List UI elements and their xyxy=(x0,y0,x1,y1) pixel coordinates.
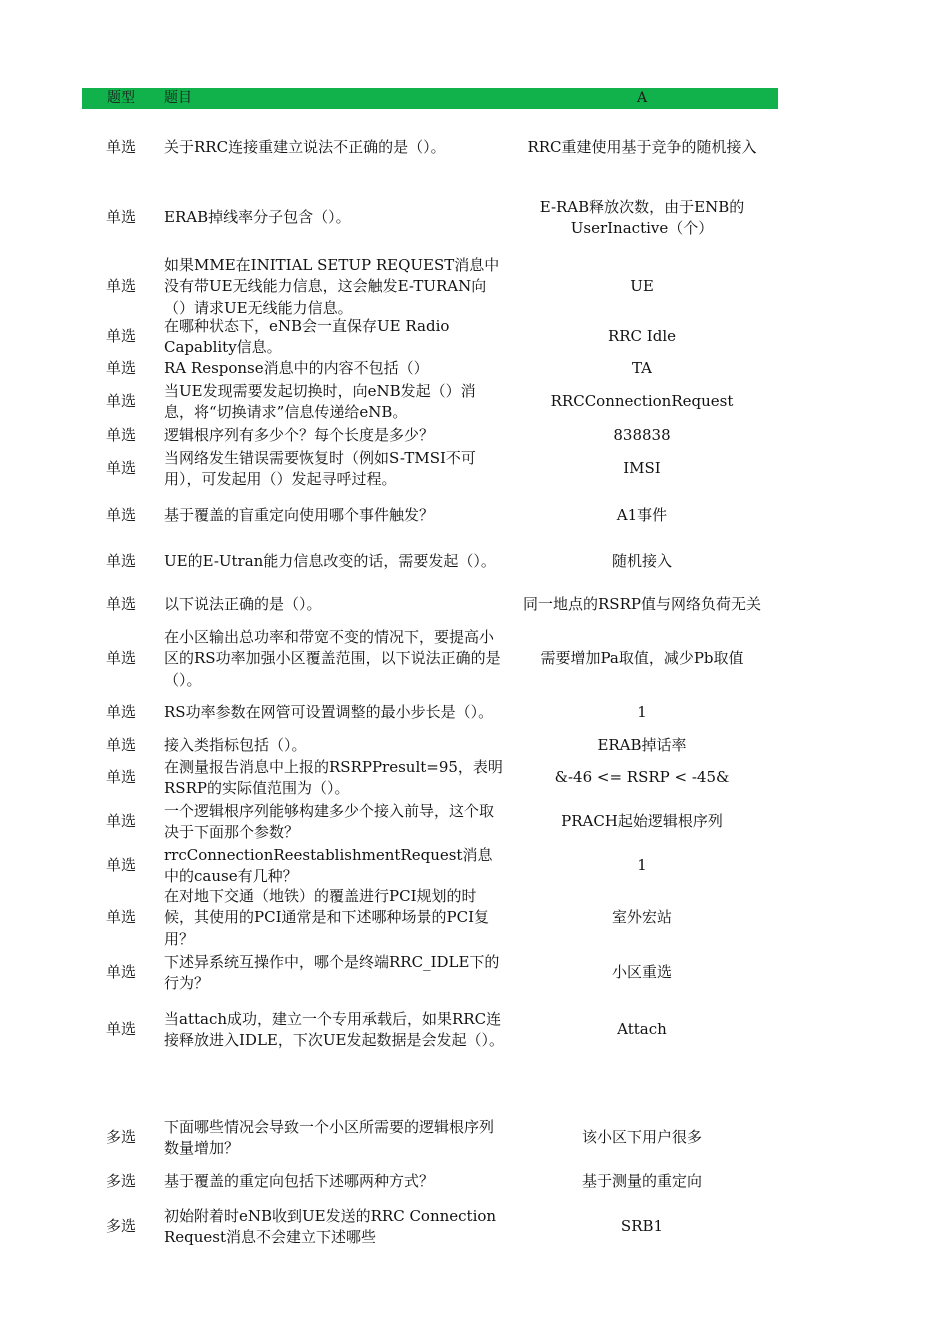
question-row xyxy=(82,382,778,422)
question-text xyxy=(164,1204,504,1250)
question-type: 单选 xyxy=(105,768,136,787)
question-text xyxy=(164,1170,504,1194)
option-a xyxy=(506,594,778,616)
header-option-a: A xyxy=(636,90,648,106)
option-a-value: ERAB掉话率 xyxy=(597,736,687,755)
question-row xyxy=(82,692,778,734)
option-a-value: A1事件 xyxy=(616,506,668,525)
option-a xyxy=(506,358,778,380)
question-row xyxy=(82,734,778,758)
option-a-value: E-RAB释放次数，由于ENB的UserInactive（个） xyxy=(539,197,745,237)
question-text xyxy=(164,950,504,996)
question-text-value: RA Response消息中的内容不包括（） xyxy=(164,359,429,378)
header-row xyxy=(82,88,778,109)
question-row xyxy=(82,628,778,690)
option-a xyxy=(506,692,778,734)
option-a xyxy=(506,448,778,490)
question-type: 单选 xyxy=(105,208,136,227)
question-type: 单选 xyxy=(105,552,136,571)
option-a xyxy=(506,196,778,240)
question-text xyxy=(164,504,504,528)
question-text-value: 接入类指标包括（）。 xyxy=(164,736,307,755)
question-row xyxy=(82,538,778,586)
option-a-value: TA xyxy=(631,359,653,378)
header-question: 题目 xyxy=(164,90,192,106)
question-type: 单选 xyxy=(105,908,136,927)
question-type: 单选 xyxy=(105,649,136,668)
question-text xyxy=(164,134,504,162)
question-row xyxy=(82,504,778,528)
question-text-value: 当网络发生错误需要恢复时（例如S-TMSI不可用），可发起用（）发起寻呼过程。 xyxy=(164,448,476,488)
question-type: 单选 xyxy=(105,138,136,157)
option-a-value: UE xyxy=(630,277,654,296)
question-text xyxy=(164,538,504,586)
question-text xyxy=(164,255,504,317)
question-text xyxy=(164,594,504,616)
option-a xyxy=(506,1204,778,1250)
option-a xyxy=(506,382,778,422)
option-a xyxy=(506,425,778,447)
question-text-value: 在测量报告消息中上报的RSRPPresult=95，表明RSRP的实际值范围为（）。 xyxy=(164,757,503,797)
question-type: 多选 xyxy=(105,1217,136,1236)
option-a-value: 同一地点的RSRP值与网络负荷无关 xyxy=(523,595,761,614)
question-text-value: 如果MME在INITIAL SETUP REQUEST消息中没有带UE无线能力信息，这会触发E-TURAN向（）请求UE无线能力信息。 xyxy=(164,255,500,317)
option-a-value: 基于测量的重定向 xyxy=(581,1172,702,1191)
question-text-value: 关于RRC连接重建立说法不正确的是（）。 xyxy=(164,138,446,157)
question-type: 单选 xyxy=(105,392,136,411)
option-a xyxy=(506,1000,778,1060)
question-text-value: 基于覆盖的盲重定向使用哪个事件触发？ xyxy=(164,506,435,525)
option-a-value: 1 xyxy=(637,856,647,875)
option-a xyxy=(506,134,778,162)
question-row xyxy=(82,358,778,380)
question-text xyxy=(164,734,504,758)
option-a xyxy=(506,538,778,586)
question-text-value: 下面哪些情况会导致一个小区所需要的逻辑根序列数量增加？ xyxy=(164,1117,495,1157)
question-type: 单选 xyxy=(105,963,136,982)
option-a-value: PRACH起始逻辑根序列 xyxy=(561,812,723,831)
question-text xyxy=(164,758,504,798)
option-a-value: 随机接入 xyxy=(611,552,672,571)
question-text-value: 以下说法正确的是（）。 xyxy=(164,595,322,614)
option-a-value: RRC重建使用基于竞争的随机接入 xyxy=(527,138,757,157)
question-row xyxy=(82,134,778,162)
question-type: 单选 xyxy=(105,359,136,378)
question-type: 单选 xyxy=(105,595,136,614)
option-a xyxy=(506,888,778,948)
header-type: 题型 xyxy=(107,90,135,106)
question-type: 单选 xyxy=(105,327,136,346)
question-type: 单选 xyxy=(105,812,136,831)
question-row xyxy=(82,800,778,844)
question-text-value: 初始附着时eNB收到UE发送的RRC Connection Request消息不会建立下述哪些 xyxy=(164,1206,497,1246)
question-text xyxy=(164,1000,504,1060)
question-text xyxy=(164,844,504,888)
question-text-value: rrcConnectionReestablishmentRequest消息中的cause有几种？ xyxy=(164,845,493,885)
question-type: 单选 xyxy=(105,1020,136,1039)
option-a-value: 该小区下用户很多 xyxy=(581,1128,702,1147)
option-a-value: &-46 <= RSRP < -45& xyxy=(554,768,730,787)
question-text xyxy=(164,358,504,380)
question-text xyxy=(164,692,504,734)
option-a-value: RRC Idle xyxy=(607,327,677,346)
question-type: 单选 xyxy=(105,736,136,755)
question-type: 单选 xyxy=(105,277,136,296)
option-a xyxy=(506,318,778,356)
question-type: 单选 xyxy=(105,426,136,445)
option-a xyxy=(506,800,778,844)
option-a-value: SRB1 xyxy=(620,1217,664,1236)
option-a xyxy=(506,758,778,798)
option-a-value: 小区重选 xyxy=(611,963,672,982)
question-text-value: 下述异系统互操作中，哪个是终端RRC_IDLE下的行为？ xyxy=(164,952,500,992)
question-row xyxy=(82,1170,778,1194)
question-row xyxy=(82,1000,778,1060)
question-text-value: UE的E-Utran能力信息改变的话，需要发起（）。 xyxy=(164,552,496,571)
question-row xyxy=(82,1204,778,1250)
question-text xyxy=(164,448,504,490)
option-a-value: IMSI xyxy=(623,459,661,478)
option-a xyxy=(506,1114,778,1162)
question-row xyxy=(82,448,778,490)
question-text-value: 一个逻辑根序列能够构建多少个接入前导，这个取决于下面那个参数？ xyxy=(164,801,495,841)
question-text xyxy=(164,888,504,948)
question-text xyxy=(164,628,504,690)
option-a-value: 需要增加Pa取值，减少Pb取值 xyxy=(540,649,744,668)
option-a xyxy=(506,628,778,690)
question-type: 多选 xyxy=(105,1128,136,1147)
question-row xyxy=(82,425,778,447)
option-a-value: 838838 xyxy=(613,426,671,445)
question-text-value: 在哪种状态下，eNB会一直保存UE Radio Capablity信息。 xyxy=(164,316,450,356)
question-row xyxy=(82,888,778,948)
question-text xyxy=(164,196,504,240)
question-text-value: 逻辑根序列有多少个？每个长度是多少？ xyxy=(164,426,435,445)
question-type: 单选 xyxy=(105,856,136,875)
question-row xyxy=(82,758,778,798)
option-a xyxy=(506,1170,778,1194)
question-row xyxy=(82,950,778,996)
option-a-value: RRCConnectionRequest xyxy=(550,392,734,411)
question-row xyxy=(82,594,778,616)
question-row xyxy=(82,196,778,240)
question-type: 多选 xyxy=(105,1172,136,1191)
question-type: 单选 xyxy=(105,459,136,478)
question-text xyxy=(164,800,504,844)
question-text-value: 基于覆盖的重定向包括下述哪两种方式？ xyxy=(164,1172,435,1191)
question-text-value: 在小区输出总功率和带宽不变的情况下，要提高小区的RS功率加强小区覆盖范围，以下说法正确的是（）。 xyxy=(164,627,501,689)
question-row xyxy=(82,255,778,317)
question-text-value: 在对地下交通（地铁）的覆盖进行PCI规划的时候，其使用的PCI通常是和下述哪种场景的PCI复用？ xyxy=(164,886,489,948)
question-text xyxy=(164,318,504,356)
question-text-value: RS功率参数在网管可设置调整的最小步长是（）。 xyxy=(164,703,494,722)
option-a xyxy=(506,258,778,316)
option-a xyxy=(506,504,778,528)
question-text xyxy=(164,1114,504,1162)
question-text xyxy=(164,425,504,447)
question-text-value: 当UE发现需要发起切换时，向eNB发起（）消息，将“切换请求”信息传递给eNB。 xyxy=(164,381,476,421)
option-a xyxy=(506,844,778,888)
question-row xyxy=(82,844,778,888)
question-text-value: 当attach成功，建立一个专用承载后，如果RRC连接释放进入IDLE，下次UE发起数据是会发起（）。 xyxy=(164,1009,504,1049)
option-a xyxy=(506,734,778,758)
option-a-value: 1 xyxy=(637,703,647,722)
question-type: 单选 xyxy=(105,703,136,722)
option-a-value: 室外宏站 xyxy=(611,908,672,927)
question-text-value: ERAB掉线率分子包含（）。 xyxy=(164,208,351,227)
question-text xyxy=(164,382,504,422)
question-row xyxy=(82,318,778,356)
question-type: 单选 xyxy=(105,506,136,525)
option-a xyxy=(506,950,778,996)
option-a-value: Attach xyxy=(617,1020,667,1039)
question-row xyxy=(82,1114,778,1162)
